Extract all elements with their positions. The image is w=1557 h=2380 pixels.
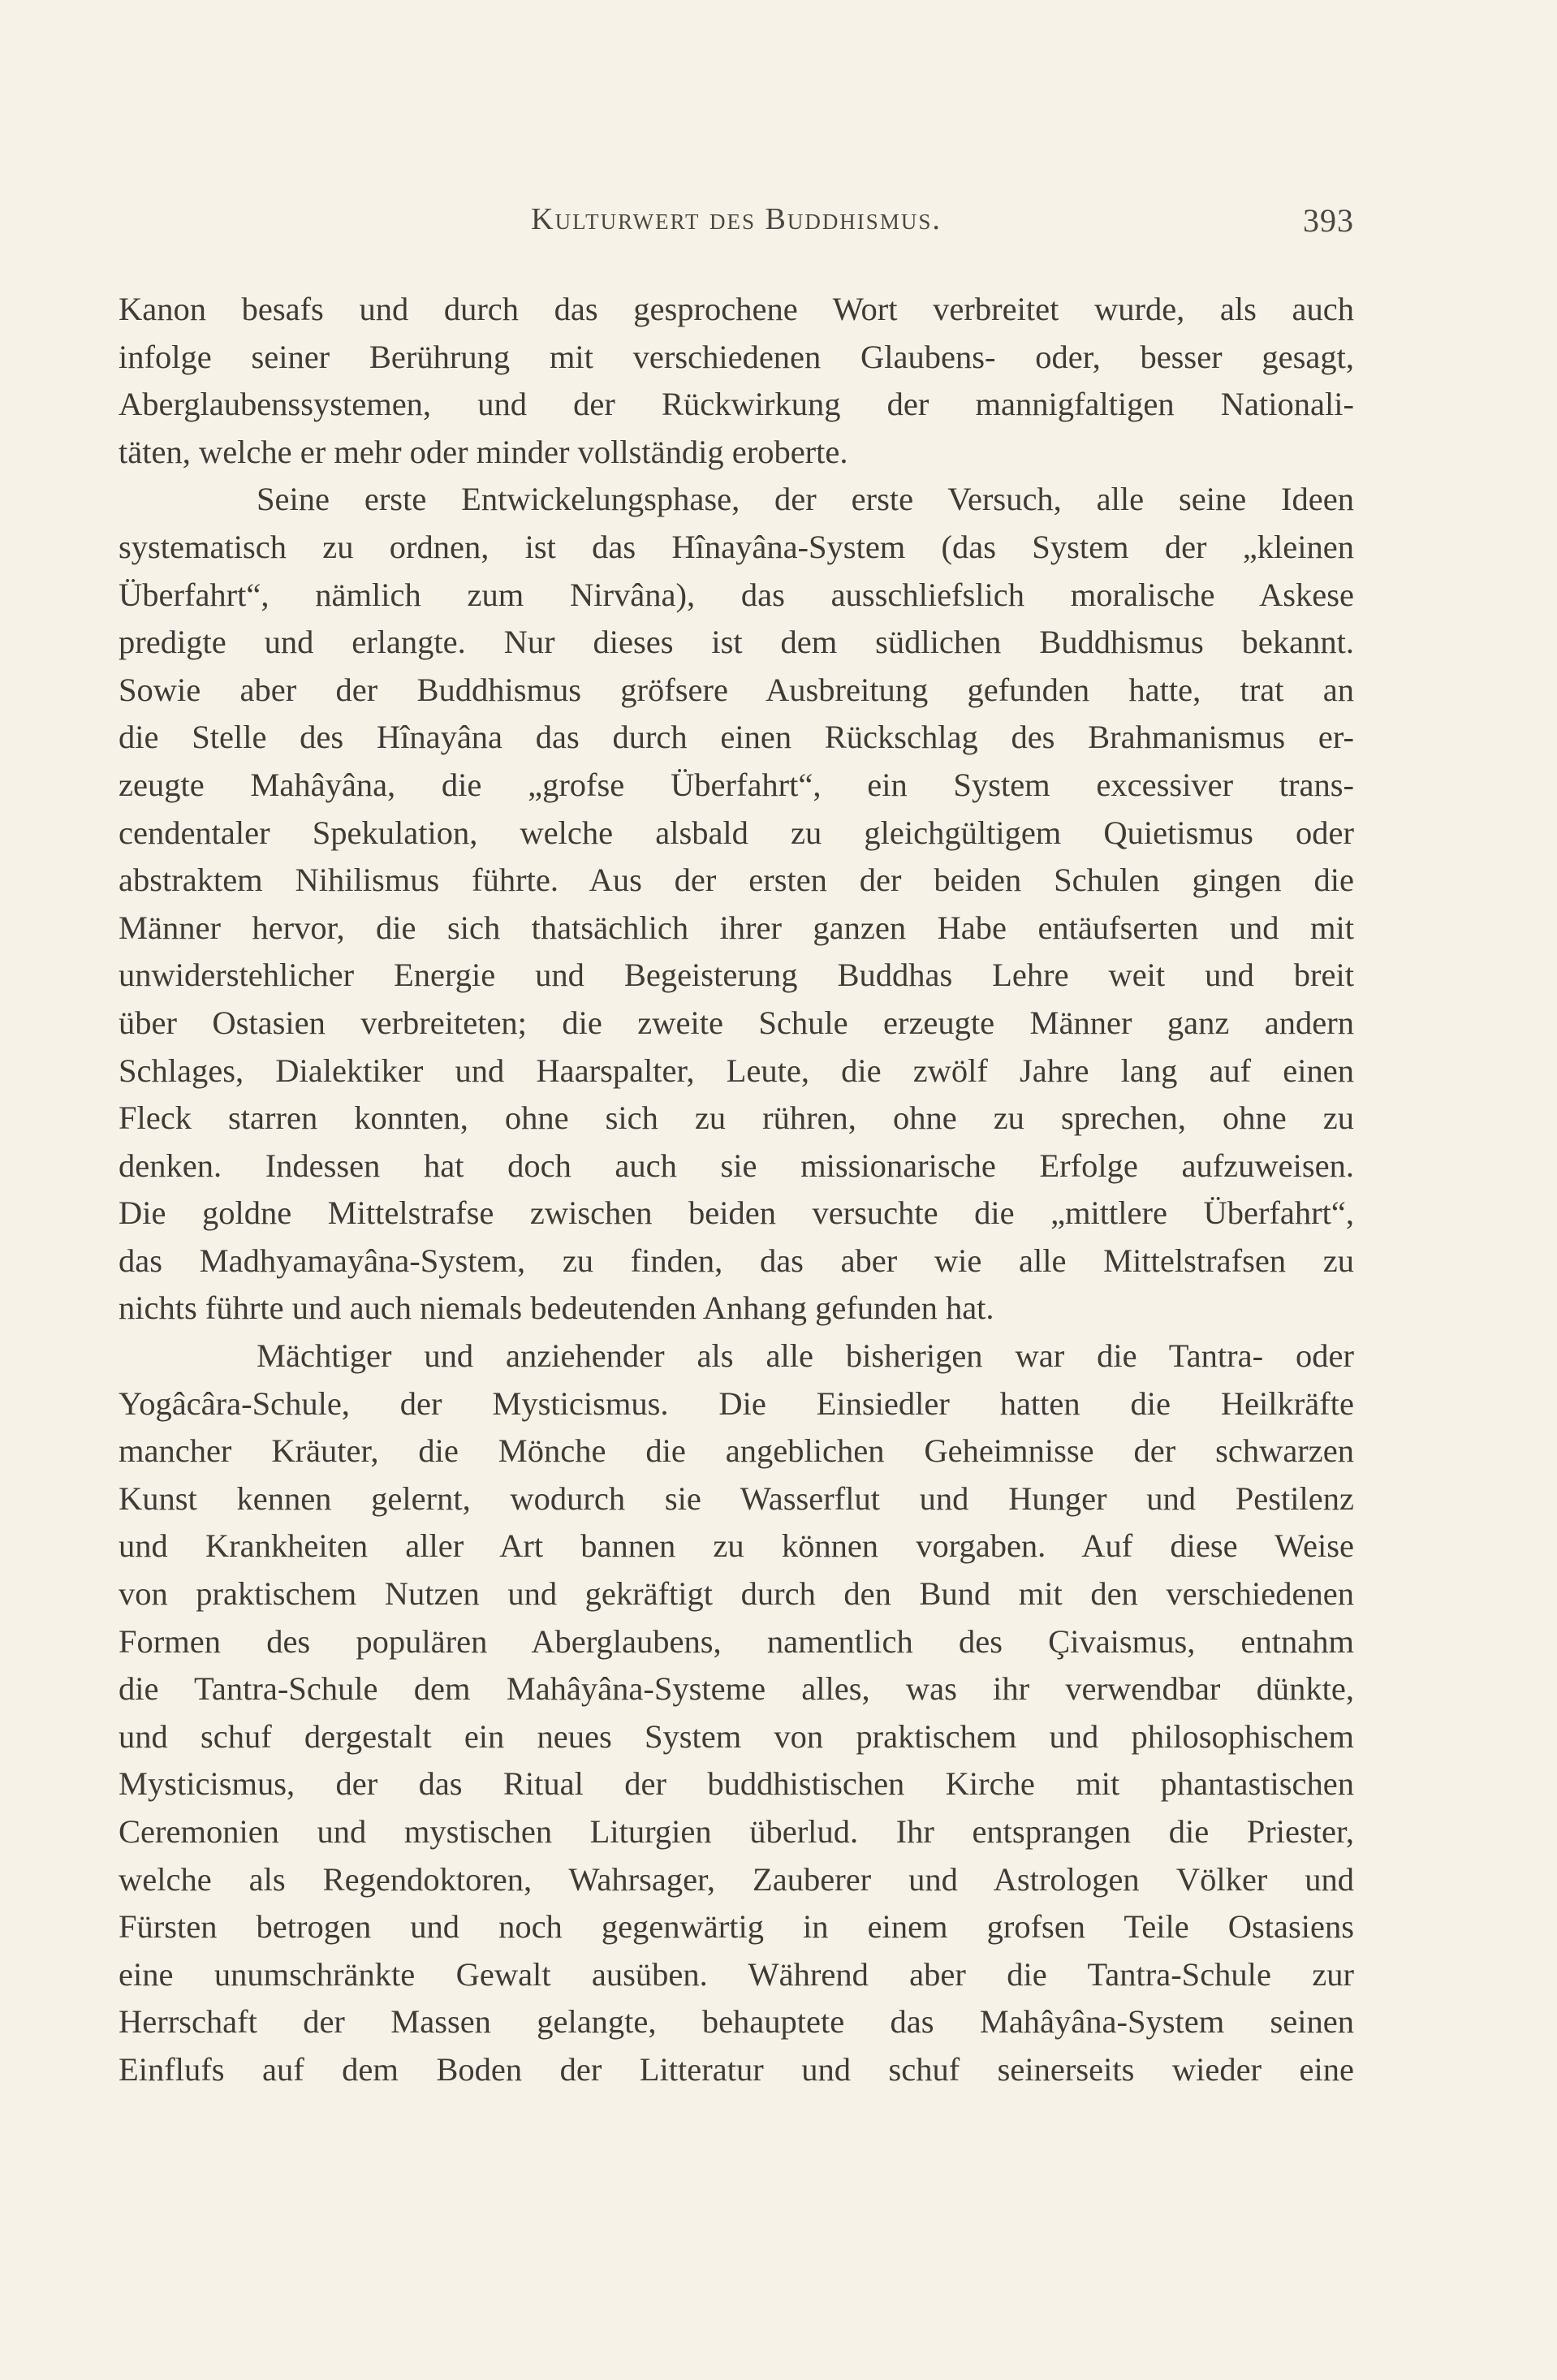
text-line: täten, welche er mehr oder minder vollständig eroberte. [119,433,848,470]
running-head [119,201,1354,250]
text-line: Kunst kennen gelernt, wodurch sie Wasserflut und Hunger und Pestilenz [119,1479,1354,1517]
paragraph-start-line: Seine erste Entwickelungsphase, der erste Versuch, alle seine Ideen [257,481,1354,518]
text-line: eine unumschränkte Gewalt ausüben. Während aber die Tantra-Schule zur [119,1955,1354,1993]
text-line: Männer hervor, die sich thatsächlich ihrer ganzen Habe entäufserten und mit [119,909,1354,946]
paragraph-start-line: Mächtiger und anziehender als alle bisherigen war die Tantra- oder [257,1337,1354,1375]
text-line: welche als Regendoktoren, Wahrsager, Zauberer und Astrologen Völker und [119,1860,1354,1898]
text-line: und schuf dergestalt ein neues System von praktischem und philosophischem [119,1717,1354,1755]
text-line: cendentaler Spekulation, welche alsbald zu gleichgültigem Quietismus oder [119,814,1354,851]
text-line: zeugte Mahâyâna, die „grofse Überfahrt“, ein System excessiver trans- [119,766,1354,803]
text-line: die Stelle des Hînayâna das durch einen Rückschlag des Brahmanismus er- [119,719,1354,756]
text-line: Sowie aber der Buddhismus gröfsere Ausbreitung gefunden hatte, trat an [119,671,1354,708]
text-line: mancher Kräuter, die Mönche die angeblichen Geheimnisse der schwarzen [119,1432,1354,1470]
text-line: die Tantra-Schule dem Mahâyâna-Systeme alles, was ihr verwendbar dünkte, [119,1670,1354,1708]
text-line: systematisch zu ordnen, ist das Hînayâna-System (das System der „kleinen [119,528,1354,565]
text-line: Fürsten betrogen und noch gegenwärtig in einem grofsen Teile Ostasiens [119,1908,1354,1946]
text-line: Yogâcâra-Schule, der Mysticismus. Die Einsiedler hatten die Heilkräfte [119,1384,1354,1422]
text-line: Mysticismus, der das Ritual der buddhistischen Kirche mit phantastischen [119,1765,1354,1803]
text-line: und Krankheiten aller Art bannen zu können vorgaben. Auf diese Weise [119,1527,1354,1565]
text-line: Formen des populären Aberglaubens, namentlich des Çivaismus, entnahm [119,1622,1354,1660]
text-line: Ceremonien und mystischen Liturgien überlud. Ihr entsprangen die Priester, [119,1813,1354,1850]
running-title: Kulturwert des Buddhismus. [531,202,942,236]
text-line: Fleck starren konnten, ohne sich zu rühren, ohne zu sprechen, ohne zu [119,1099,1354,1137]
text-line: abstraktem Nihilismus führte. Aus der ersten der beiden Schulen gingen die [119,862,1354,899]
text-line: Aberglaubenssystemen, und der Rückwirkung der mannigfaltigen Nationali- [119,386,1354,423]
text-line: infolge seiner Berührung mit verschiedenen Glaubens- oder, besser gesagt, [119,338,1354,375]
text-line: predigte und erlangte. Nur dieses ist dem südlichen Buddhismus bekannt. [119,624,1354,661]
body-text [119,286,1354,2094]
text-line: unwiderstehlicher Energie und Begeisterung Buddhas Lehre weit und breit [119,957,1354,994]
text-line: Die goldne Mittelstrafse zwischen beiden versuchte die „mittlere Überfahrt“, [119,1194,1354,1232]
text-line: Kanon besafs und durch das gesprochene Wort verbreitet wurde, als auch [119,291,1354,327]
text-line: Überfahrt“, nämlich zum Nirvâna), das ausschliefslich moralische Askese [119,576,1354,613]
text-line: das Madhyamayâna-System, zu finden, das aber wie alle Mittelstrafsen zu [119,1242,1354,1279]
text-line: nichts führte und auch niemals bedeutenden Anhang gefunden hat. [119,1289,994,1327]
text-line: über Ostasien verbreiteten; die zweite Schule erzeugte Männer ganz andern [119,1004,1354,1041]
text-line: Herrschaft der Massen gelangte, behauptete das Mahâyâna-System seinen [119,2003,1354,2041]
page-number: 393 [1303,202,1354,239]
text-line: denken. Indessen hat doch auch sie missionarische Erfolge aufzuweisen. [119,1147,1354,1184]
text-line: Schlages, Dialektiker und Haarspalter, Leute, die zwölf Jahre lang auf einen [119,1052,1354,1089]
text-line: von praktischem Nutzen und gekräftigt durch den Bund mit den verschiedenen [119,1575,1354,1613]
text-line: Einflufs auf dem Boden der Litteratur und schuf seinerseits wieder eine [119,2050,1354,2088]
